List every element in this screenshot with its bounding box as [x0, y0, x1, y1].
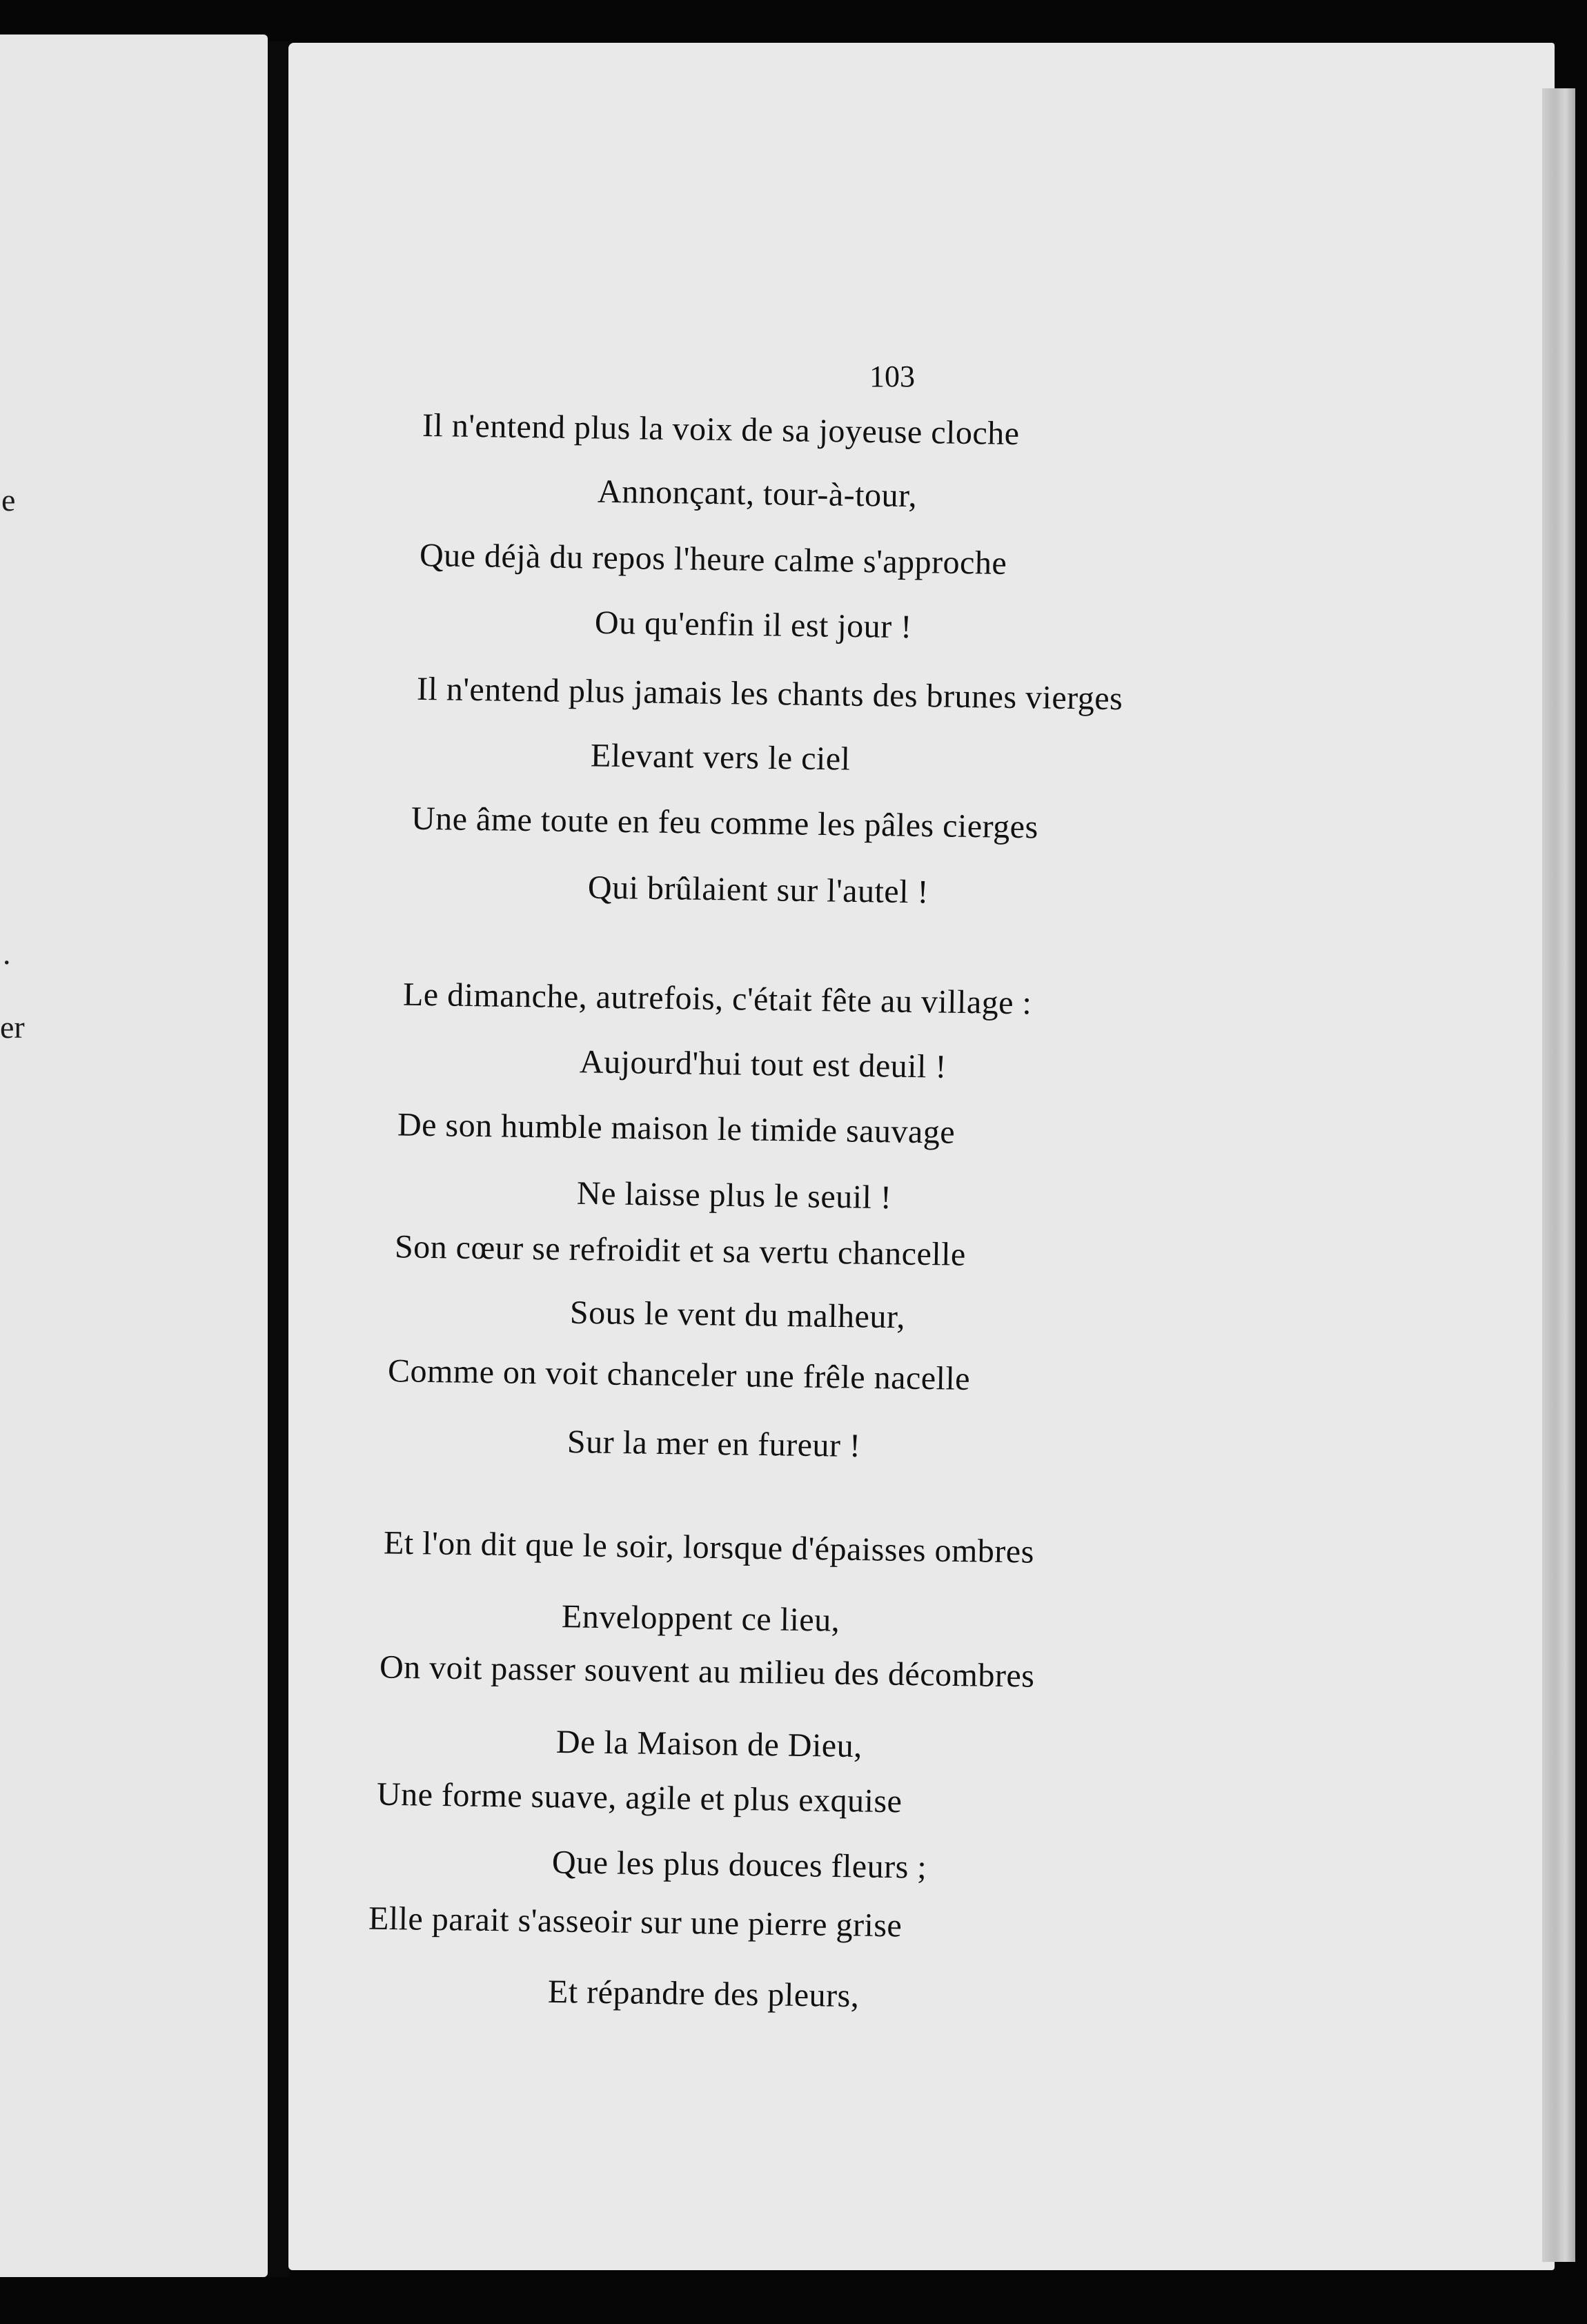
poem-line: Une âme toute en feu comme les pâles cierges — [411, 800, 1039, 846]
poem-line: Le dimanche, autrefois, c'était fête au village : — [402, 976, 1032, 1022]
poem-line: Elle parait s'asseoir sur une pierre grise — [368, 1900, 903, 1944]
poem-line: Annonçant, tour-à-tour, — [597, 473, 918, 515]
poem-line: Sous le vent du malheur, — [569, 1294, 906, 1336]
page-number: 103 — [869, 360, 915, 393]
poem-line: Il n'entend plus la voix de sa joyeuse cloche — [422, 406, 1020, 453]
poem-line: Et l'on dit que le soir, lorsque d'épaisses ombres — [383, 1524, 1035, 1570]
page-edges — [1542, 88, 1575, 2262]
book-gutter — [268, 41, 290, 2277]
poem-line: Il n'entend plus jamais les chants des brunes vierges — [416, 670, 1123, 718]
left-page-fragment: e — [1, 482, 16, 518]
poem-line: Aujourd'hui tout est deuil ! — [579, 1043, 947, 1085]
poem-line: Elevant vers le ciel — [590, 737, 851, 778]
poem-line: Son cœur se refroidit et sa vertu chancelle — [394, 1228, 967, 1273]
poem-line: Comme on voit chanceler une frêle nacelle — [387, 1352, 971, 1397]
left-page-fragment: er — [0, 1010, 25, 1045]
left-page — [0, 35, 268, 2277]
poem-line: Une forme suave, agile et plus exquise — [376, 1775, 903, 1820]
left-page-fragment: . — [3, 936, 11, 971]
poem-line: Ou qu'enfin il est jour ! — [594, 604, 913, 646]
poem-line: De son humble maison le timide sauvage — [397, 1106, 956, 1151]
poem-line: Ne laisse plus le seuil ! — [576, 1174, 892, 1217]
poem-line: Enveloppent ce lieu, — [561, 1598, 840, 1639]
poem-line: Sur la mer en fureur ! — [566, 1424, 861, 1464]
poem-line: Que les plus douces fleurs ; — [551, 1844, 927, 1886]
poem-line: Et répandre des pleurs, — [547, 1973, 860, 2015]
poem-line: De la Maison de Dieu, — [555, 1723, 863, 1765]
poem-line: On voit passer souvent au milieu des décombres — [379, 1648, 1035, 1695]
poem-line: Qui brûlaient sur l'autel ! — [587, 869, 929, 911]
poem-line: Que déjà du repos l'heure calme s'approche — [419, 537, 1007, 582]
